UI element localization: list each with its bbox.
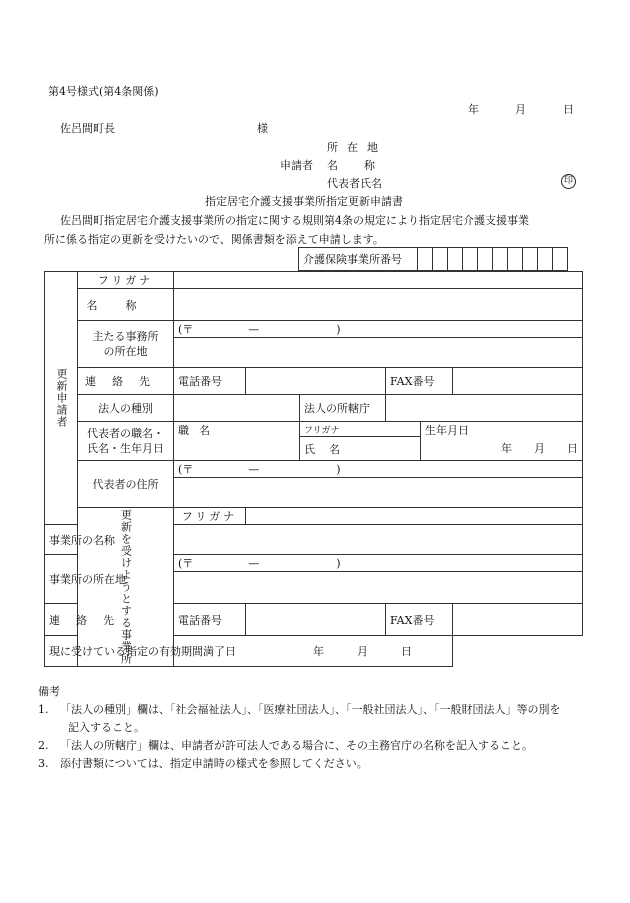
representative-info-label: 代表者の職名・氏名・生年月日 (78, 422, 174, 461)
office-name-field[interactable] (174, 525, 583, 555)
date-month: 月 (515, 103, 526, 116)
intro-line-2: 所に係る指定の更新を受けたいので、関係書類を添えて申請します。 (44, 233, 384, 246)
furigana-field[interactable] (174, 272, 583, 289)
application-form-table (44, 271, 583, 667)
office-number-digit[interactable] (553, 248, 568, 271)
rep-name-field[interactable] (300, 437, 421, 461)
name-field[interactable] (174, 289, 583, 321)
office-number-digit[interactable] (538, 248, 553, 271)
rep-title-label: 職名 (178, 424, 220, 437)
office-address-label: 事業所の所在地 (45, 555, 78, 604)
notes-heading: 備考 (38, 685, 60, 698)
furigana-label: フリガナ (78, 272, 174, 289)
intro-line-1: 佐呂間町指定居宅介護支援事業所の指定に関する規則第4条の規定により指定居宅介護支援事業 (60, 214, 529, 227)
note-text: 添付書類については、指定申請時の様式を参照してください。 (60, 757, 368, 770)
office-number-digit[interactable] (478, 248, 493, 271)
note-continuation: 記入すること。 (68, 721, 145, 734)
addressee: 佐呂間町長 (60, 122, 115, 135)
office-address-field[interactable] (174, 572, 583, 604)
birth-ymd: 年 月 日 (501, 442, 579, 455)
fax-field[interactable] (453, 368, 583, 395)
office-name-label: 事業所の名称 (45, 525, 78, 555)
rep-furigana-label: フリガナ (304, 425, 340, 436)
rep-address-postal[interactable]: (〒 — ) (174, 461, 583, 478)
office-number-label: 介護保険事業所番号 (299, 248, 418, 271)
representative-label: 代表者氏名 (327, 177, 382, 190)
section-office-label: 更新を受けようとする事業所 (78, 508, 174, 667)
date-day: 日 (563, 103, 574, 116)
rep-birthdate-field[interactable] (421, 422, 583, 461)
contact-label: 連絡先 (78, 368, 174, 395)
address-label: 所在地 (327, 141, 387, 154)
document-title: 指定居宅介護支援事業所指定更新申請書 (205, 195, 403, 208)
office-number-digit[interactable] (448, 248, 463, 271)
rep-title-field[interactable] (174, 422, 300, 461)
jurisdiction-field[interactable] (386, 395, 583, 422)
office-number-digit[interactable] (508, 248, 523, 271)
birth-label: 生年月日 (425, 424, 469, 437)
tel-field[interactable] (246, 368, 386, 395)
corp-type-field[interactable] (174, 395, 300, 422)
note-text: 「法人の所轄庁」欄は、申請者が許可法人である場合に、その主務官庁の名称を記入すること。 (60, 739, 533, 752)
main-office-postal[interactable]: (〒 — ) (174, 321, 583, 338)
office-number-digit[interactable] (463, 248, 478, 271)
expiry-ymd: 年 月 日 (313, 645, 412, 658)
office-furigana-label: フリガナ (174, 508, 246, 525)
note-number: 1. (38, 703, 49, 716)
note-number: 2. (38, 739, 49, 752)
note-item (38, 737, 598, 755)
office-furigana-field[interactable] (246, 508, 583, 525)
note-text: 「法人の種別」欄は、「社会福祉法人」、「医療社団法人」、「一般社団法人」、「一般財団法人」等の別を (60, 703, 561, 716)
rep-address-field[interactable] (174, 478, 583, 508)
section-applicant-label: 更新申請者 (45, 272, 78, 525)
date-year: 年 (468, 103, 479, 116)
office-address-postal[interactable]: (〒 — ) (174, 555, 583, 572)
expiry-label: 現に受けている指定の有効期間満了日 (45, 636, 174, 667)
office-number-digit[interactable] (418, 248, 433, 271)
note-number: 3. (38, 757, 49, 770)
office-fax-field[interactable] (453, 604, 583, 636)
addressee-honorific: 様 (257, 122, 268, 135)
name-row-label: 名称 (78, 289, 174, 321)
jurisdiction-label: 法人の所轄庁 (300, 395, 386, 422)
office-tel-field[interactable] (246, 604, 386, 636)
office-tel-label: 電話番号 (174, 604, 246, 636)
tel-label: 電話番号 (174, 368, 246, 395)
notes-section (38, 683, 598, 773)
note-item (38, 755, 598, 773)
seal-mark: 印 (561, 174, 576, 189)
office-number-digit[interactable] (493, 248, 508, 271)
office-fax-label: FAX番号 (386, 604, 453, 636)
office-number-digit[interactable] (433, 248, 448, 271)
main-office-address-field[interactable] (174, 338, 583, 368)
applicant-label: 申請者 (280, 159, 313, 172)
form-number: 第4号様式(第4条関係) (48, 85, 159, 98)
note-item (38, 701, 598, 719)
office-number-digit[interactable] (523, 248, 538, 271)
corp-type-label: 法人の種別 (78, 395, 174, 422)
name-label: 名称 (327, 159, 401, 172)
fax-label: FAX番号 (386, 368, 453, 395)
rep-furigana[interactable] (300, 422, 421, 437)
rep-address-label: 代表者の住所 (78, 461, 174, 508)
rep-name-label: 氏名 (304, 442, 354, 456)
main-office-label: 主たる事務所の所在地 (78, 321, 174, 368)
office-number-table (298, 247, 568, 271)
office-contact-label: 連絡先 (45, 604, 78, 636)
